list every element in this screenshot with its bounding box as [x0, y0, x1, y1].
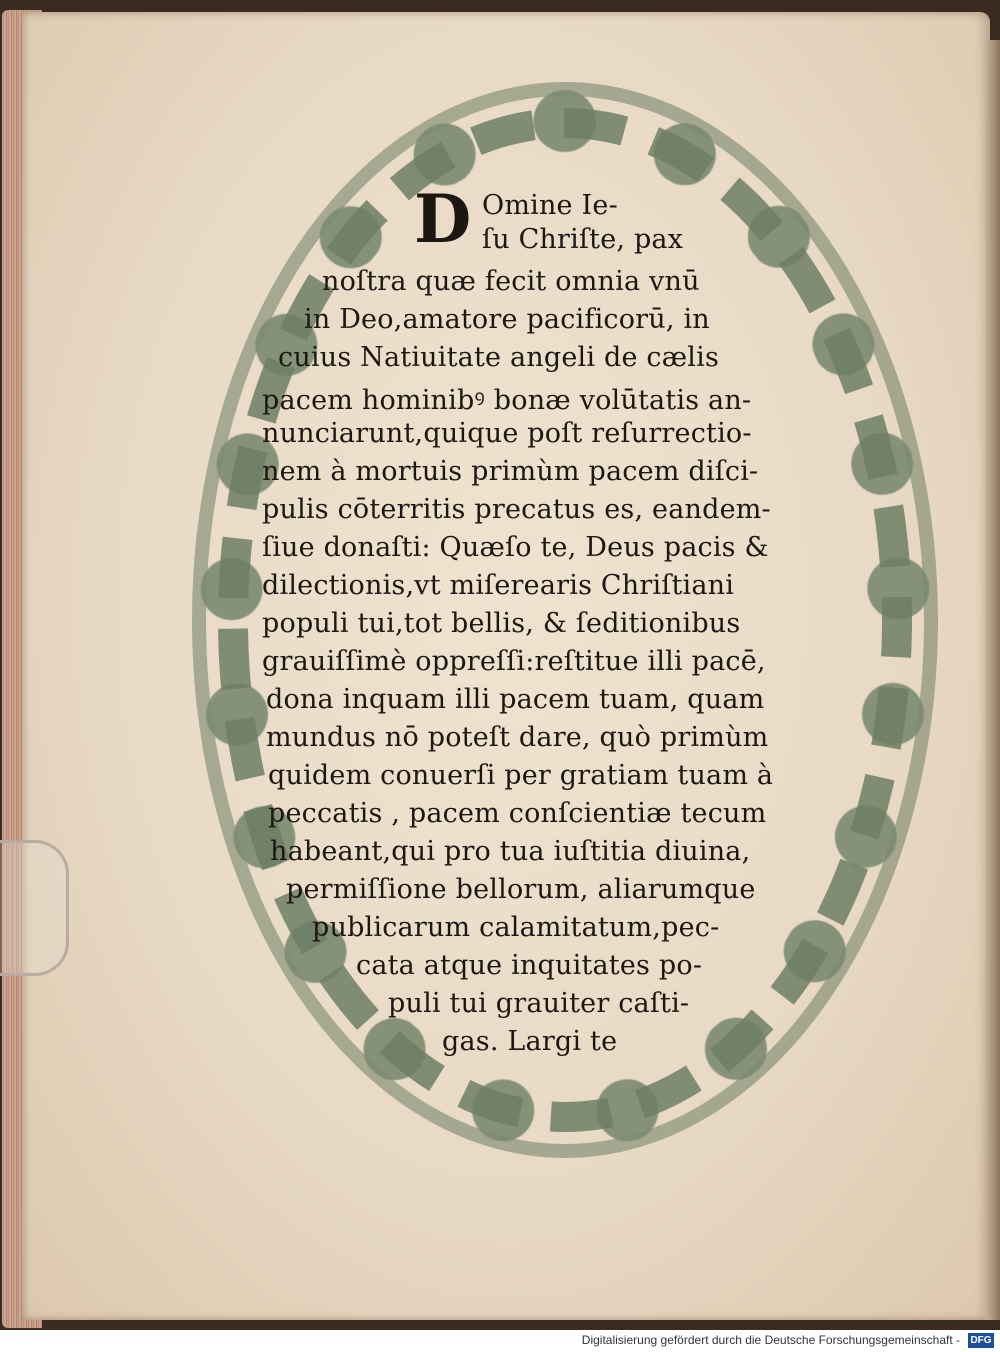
text-line: pulis cōterritis precatus es, eandem-	[262, 494, 771, 525]
text-line: noſtra quæ fecit omnia vnū	[322, 266, 700, 297]
text-line: mundus nō poteſt dare, quò primùm	[266, 722, 769, 753]
text-line: gas. Largi te	[442, 1026, 618, 1057]
text-line: grauiſſimè oppreſſi:reſtitue illi pacē,	[262, 646, 766, 677]
text-line: quidem conuerſi per gratiam tuam à	[268, 760, 774, 791]
text-line: nunciarunt,quique poſt reſurrectio-	[262, 418, 752, 449]
book-clasp	[0, 840, 69, 976]
text-line: in Deo,amatore pacificorū, in	[304, 304, 710, 335]
text-line: pacem hominibꝰ bonæ volūtatis an-	[262, 385, 752, 416]
digitization-footer	[0, 1330, 1000, 1352]
text-line: publicarum calamitatum,pec-	[312, 912, 720, 943]
text-line: permiſſione bellorum, aliarumque	[286, 874, 756, 905]
funding-credit: Digitalisierung gefördert durch die Deutsche Forschungsgemeinschaft -	[581, 1333, 960, 1347]
text-line: habeant,qui pro tua iuſtitia diuina,	[270, 836, 751, 867]
text-line: ſu Chriſte, pax	[482, 224, 684, 255]
dfg-logo-icon: DFG	[968, 1333, 994, 1348]
text-line: nem à mortuis primùm pacem diſci-	[262, 456, 759, 487]
text-line: puli tui grauiter caſti-	[388, 988, 690, 1019]
text-line: ſiue donaſti: Quæſo te, Deus pacis &	[262, 532, 769, 563]
prayer-text	[250, 180, 840, 1080]
text-line: cata atque inquitates po-	[356, 950, 703, 981]
text-line: peccatis , pacem conſcientiæ tecum	[268, 798, 767, 829]
next-page-edge	[985, 40, 1000, 1320]
text-line: Omine Ie-	[482, 190, 618, 221]
drop-cap-initial: D	[414, 180, 472, 258]
text-line: dona inquam illi pacem tuam, quam	[266, 684, 765, 715]
text-line: cuius Natiuitate angeli de cælis	[278, 342, 720, 373]
text-line: populi tui,tot bellis, & ſeditionibus	[262, 608, 741, 639]
text-line: dilectionis,vt miſerearis Chriſtiani	[262, 570, 735, 601]
